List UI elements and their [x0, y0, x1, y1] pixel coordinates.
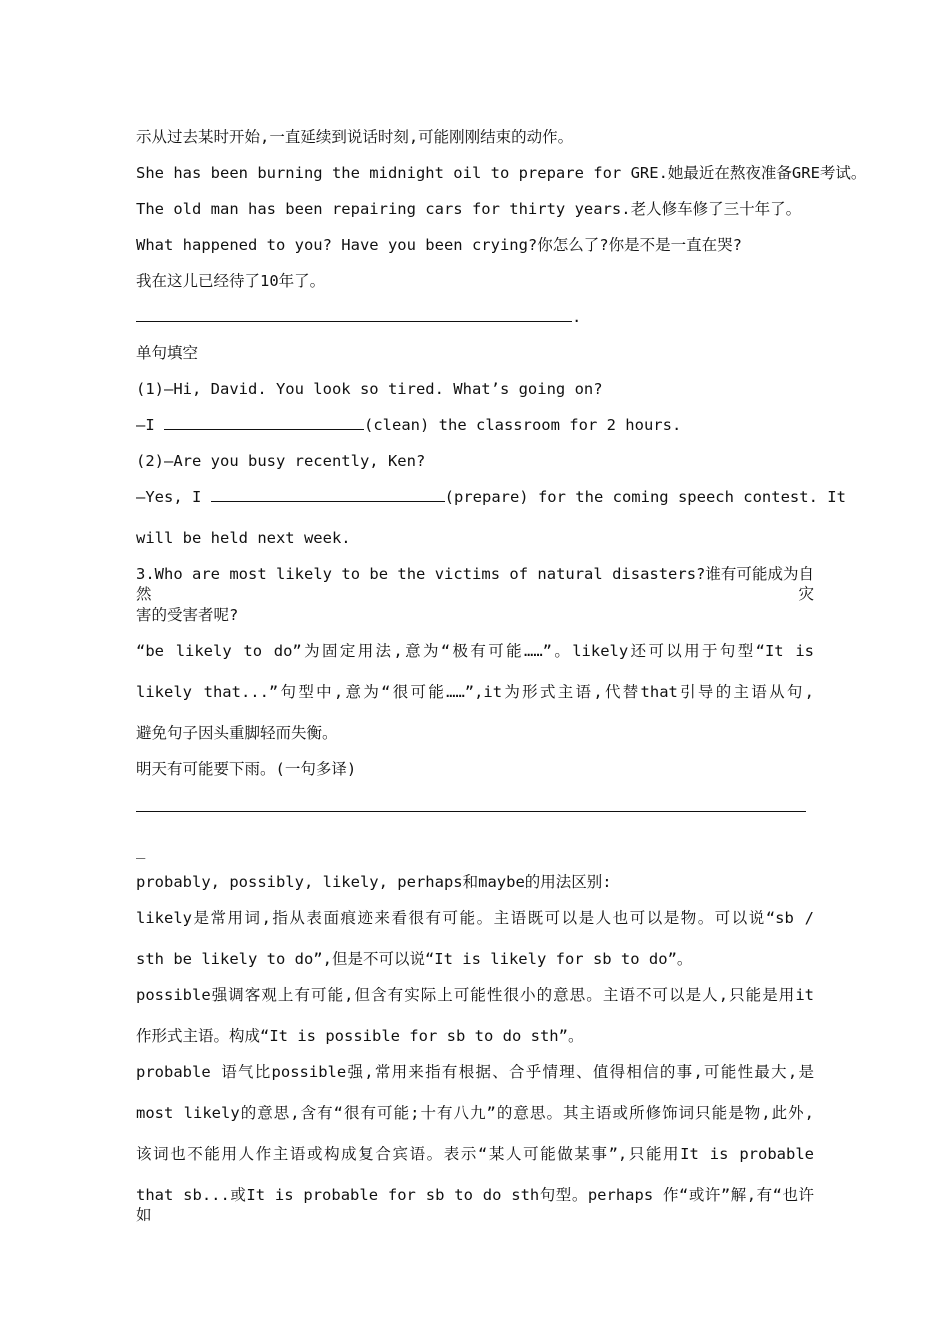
explanation-text: “be likely to do”为固定用法,意为“极有可能……”。likely还可以用于句型“It is [136, 642, 814, 660]
translation-prompt: 我在这儿已经待了10年了。 [136, 272, 326, 290]
explanation-text: that sb...或It is probable for sb to do sth句型。perhaps 作“或许”解,有“也许如 [136, 1186, 814, 1224]
exercise-answer-line [136, 415, 681, 435]
text-line: 害的受害者呢? [136, 606, 239, 624]
answer-blank [136, 307, 572, 322]
explanation-text: likely that...”句型中,意为“很可能……”,it为形式主语,代替that引导的主语从句, [136, 683, 814, 701]
explanation-text: possible强调客观上有可能,但含有实际上可能性很小的意思。主语不可以是人,只能是用it [136, 986, 814, 1004]
dialogue-text: —I [136, 416, 164, 434]
text-line: 示从过去某时开始,一直延续到说话时刻,可能刚刚结束的动作。 [136, 128, 574, 146]
explanation-text: 避免句子因头重脚轻而失衡。 [136, 724, 338, 742]
example-sentence: The old man has been repairing cars for thirty years.老人修车修了三十年了。 [136, 200, 802, 218]
fill-in-blank [211, 487, 445, 502]
dialogue-text: —Yes, I [136, 488, 211, 506]
dialogue-text: (clean) the classroom for 2 hours. [364, 416, 682, 434]
fill-in-blank [164, 415, 364, 430]
underscore-mark: _ [136, 841, 146, 859]
exercise-question: (2)—Are you busy recently, Ken? [136, 452, 426, 470]
section-heading: probably, possibly, likely, perhaps和maybe的用法区别: [136, 873, 612, 891]
example-sentence: What happened to you? Have you been crying?你怎么了?你是不是一直在哭? [136, 236, 742, 254]
explanation-text: 该词也不能用人作主语或构成复合宾语。表示“某人可能做某事”,只能用It is probable [136, 1145, 814, 1163]
exercise-question: (1)—Hi, David. You look so tired. What’s going on? [136, 380, 603, 398]
explanation-text: probable 语气比possible强,常用来指有根据、合乎情理、值得相信的事,可能性最大,是 [136, 1063, 814, 1081]
explanation-text: sth be likely to do”,但是不可以说“It is likely for sb to do”。 [136, 950, 693, 968]
explanation-text: 作形式主语。构成“It is possible for sb to do sth”。 [136, 1027, 584, 1045]
exercise-answer-line [136, 487, 846, 507]
text-line: will be held next week. [136, 529, 351, 547]
example-sentence: She has been burning the midnight oil to prepare for GRE.她最近在熬夜准备GRE考试。 [136, 164, 867, 182]
dialogue-text: (prepare) for the coming speech contest. It [444, 488, 846, 506]
translation-prompt: 明天有可能要下雨。(一句多译) [136, 760, 357, 778]
section-heading: 单句填空 [136, 344, 199, 362]
answer-line [136, 307, 581, 327]
answer-rule [136, 811, 806, 812]
explanation-text: most likely的意思,含有“很有可能;十有八九”的意思。其主语或所修饰词只能是物,此外, [136, 1104, 814, 1122]
explanation-text: likely是常用词,指从表面痕迹来看很有可能。主语既可以是人也可以是物。可以说“sb / [136, 909, 814, 927]
key-sentence: 3.Who are most likely to be the victims of natural disasters?谁有可能成为自然灾 [136, 565, 814, 603]
period-mark: . [572, 308, 582, 326]
